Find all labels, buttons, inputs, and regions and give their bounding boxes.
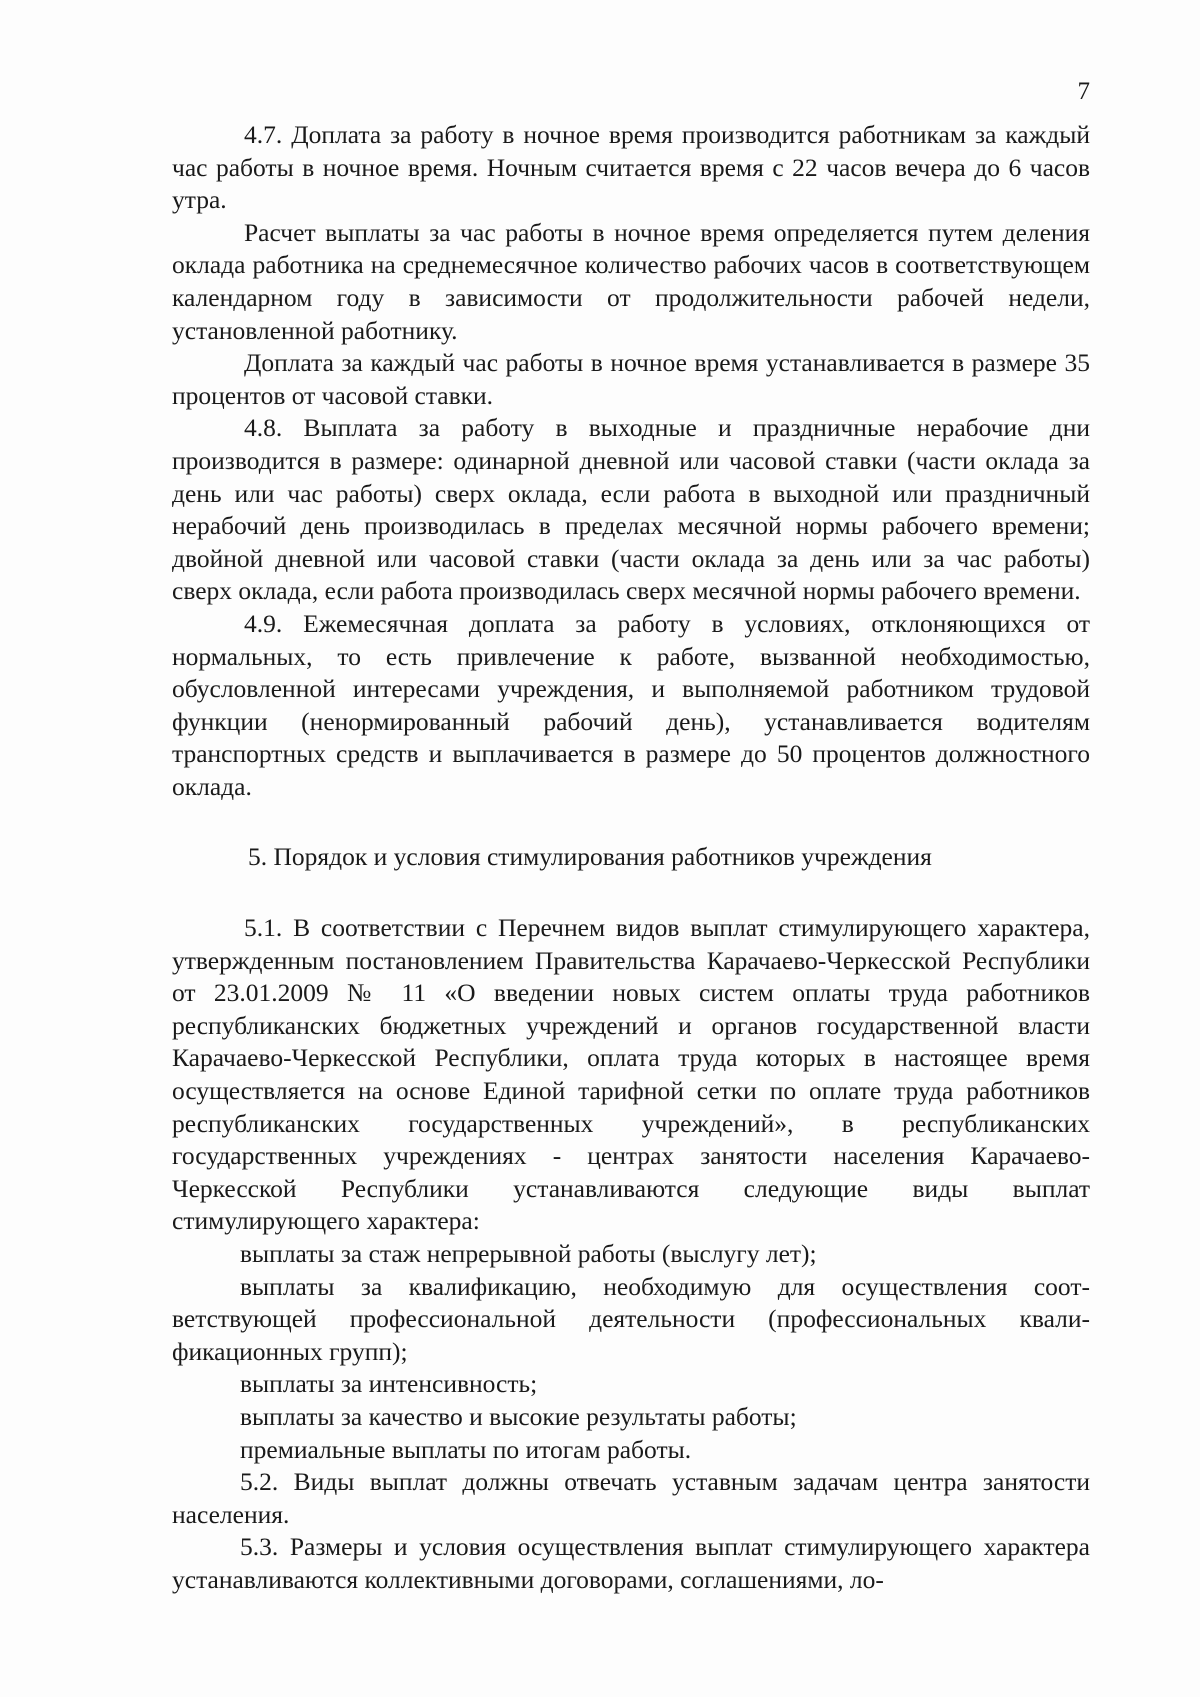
paragraph-night-pay-rate: Доплата за каждый час работы в ночное время устанавливается в размере 35 процентов от часовой ставки. <box>172 348 1090 410</box>
list-item: выплаты за качество и высокие результаты работы; <box>240 1401 797 1431</box>
paragraph-5-2: 5.2. Виды выплат должны отвечать уставным задачам центра занятости населения. <box>172 1467 1090 1529</box>
paragraph-4-9: 4.9. Ежемесячная доплата за работу в условиях, отклоняющихся от нормальных, то есть привлечение к работе, вызванной необходимостью, обусловленной интересами учреждения, и выполняемой работником трудовой функции (ненормированный рабочий день), устанавливается водителям транспортных средств и выплачивается в размере до 50 процентов должностного оклада. <box>172 608 1090 801</box>
list-item: выплаты за квалификацию, необходимую для осуществления соответствующей профессиональной деятельности (профессиональных квалификационных групп); <box>172 1271 1090 1366</box>
section-title: 5. Порядок и условия стимулирования работников учреждения <box>248 842 932 872</box>
list-item: премиальные выплаты по итогам работы. <box>240 1434 692 1464</box>
paragraph-4-7: 4.7. Доплата за работу в ночное время производится работникам за каждый час работы в ночное время. Ночным считается время с 22 часов вечера до 6 часов утра. <box>172 120 1090 215</box>
document-body <box>172 119 1090 1597</box>
list-item: выплаты за стаж непрерывной работы (выслугу лет); <box>240 1239 817 1268</box>
paragraph-5-1: 5.1. В соответствии с Перечнем видов выплат стимулирующего характера, утвержденным постановлением Правительства Карачаево-Черкесской Республики от 23.01.2009 № 11 «О введении новых систем оплаты труда работников республиканских бюджетных учреждений и органов государственной власти Карачаево-Черкесской Республики, оплата труда которых в настоящее время осуществляется на основе Единой тарифной сетки по оплате труда работников республиканских государственных учреждений», в республиканских государственных учреждениях - центрах занятости населения Карачаево-Черкесской Республики устанавливаются следующие виды выплат стимулирующего характера: <box>172 913 1090 1236</box>
list-item: выплаты за интенсивность; <box>240 1369 538 1399</box>
paragraph-4-8: 4.8. Выплата за работу в выходные и праздничные нерабочие дни производится в размере: одинарной дневной или часовой ставки (части оклада за день или час работы) сверх оклада, если работа в выходной или праздничный нерабочий день производилась в пределах месячной нормы рабочего времени; двойной дневной или часовой ставки (части оклада за день или за час работы) сверх оклада, если работа производилась сверх месячной нормы рабочего времени. <box>172 413 1090 606</box>
paragraph-night-pay-calculation: Расчет выплаты за час работы в ночное время определяется путем деления оклада работника на среднемесячное количество рабочих часов в соответствующем календарном году в зависимости от продолжительности рабочей недели, установленной работнику. <box>172 217 1090 345</box>
page-number: 7 <box>1077 78 1090 105</box>
paragraph-5-3: 5.3. Размеры и условия осуществления выплат стимулирующего характера устанавливаются коллективными договорами, соглашениями, ло- <box>172 1532 1090 1594</box>
